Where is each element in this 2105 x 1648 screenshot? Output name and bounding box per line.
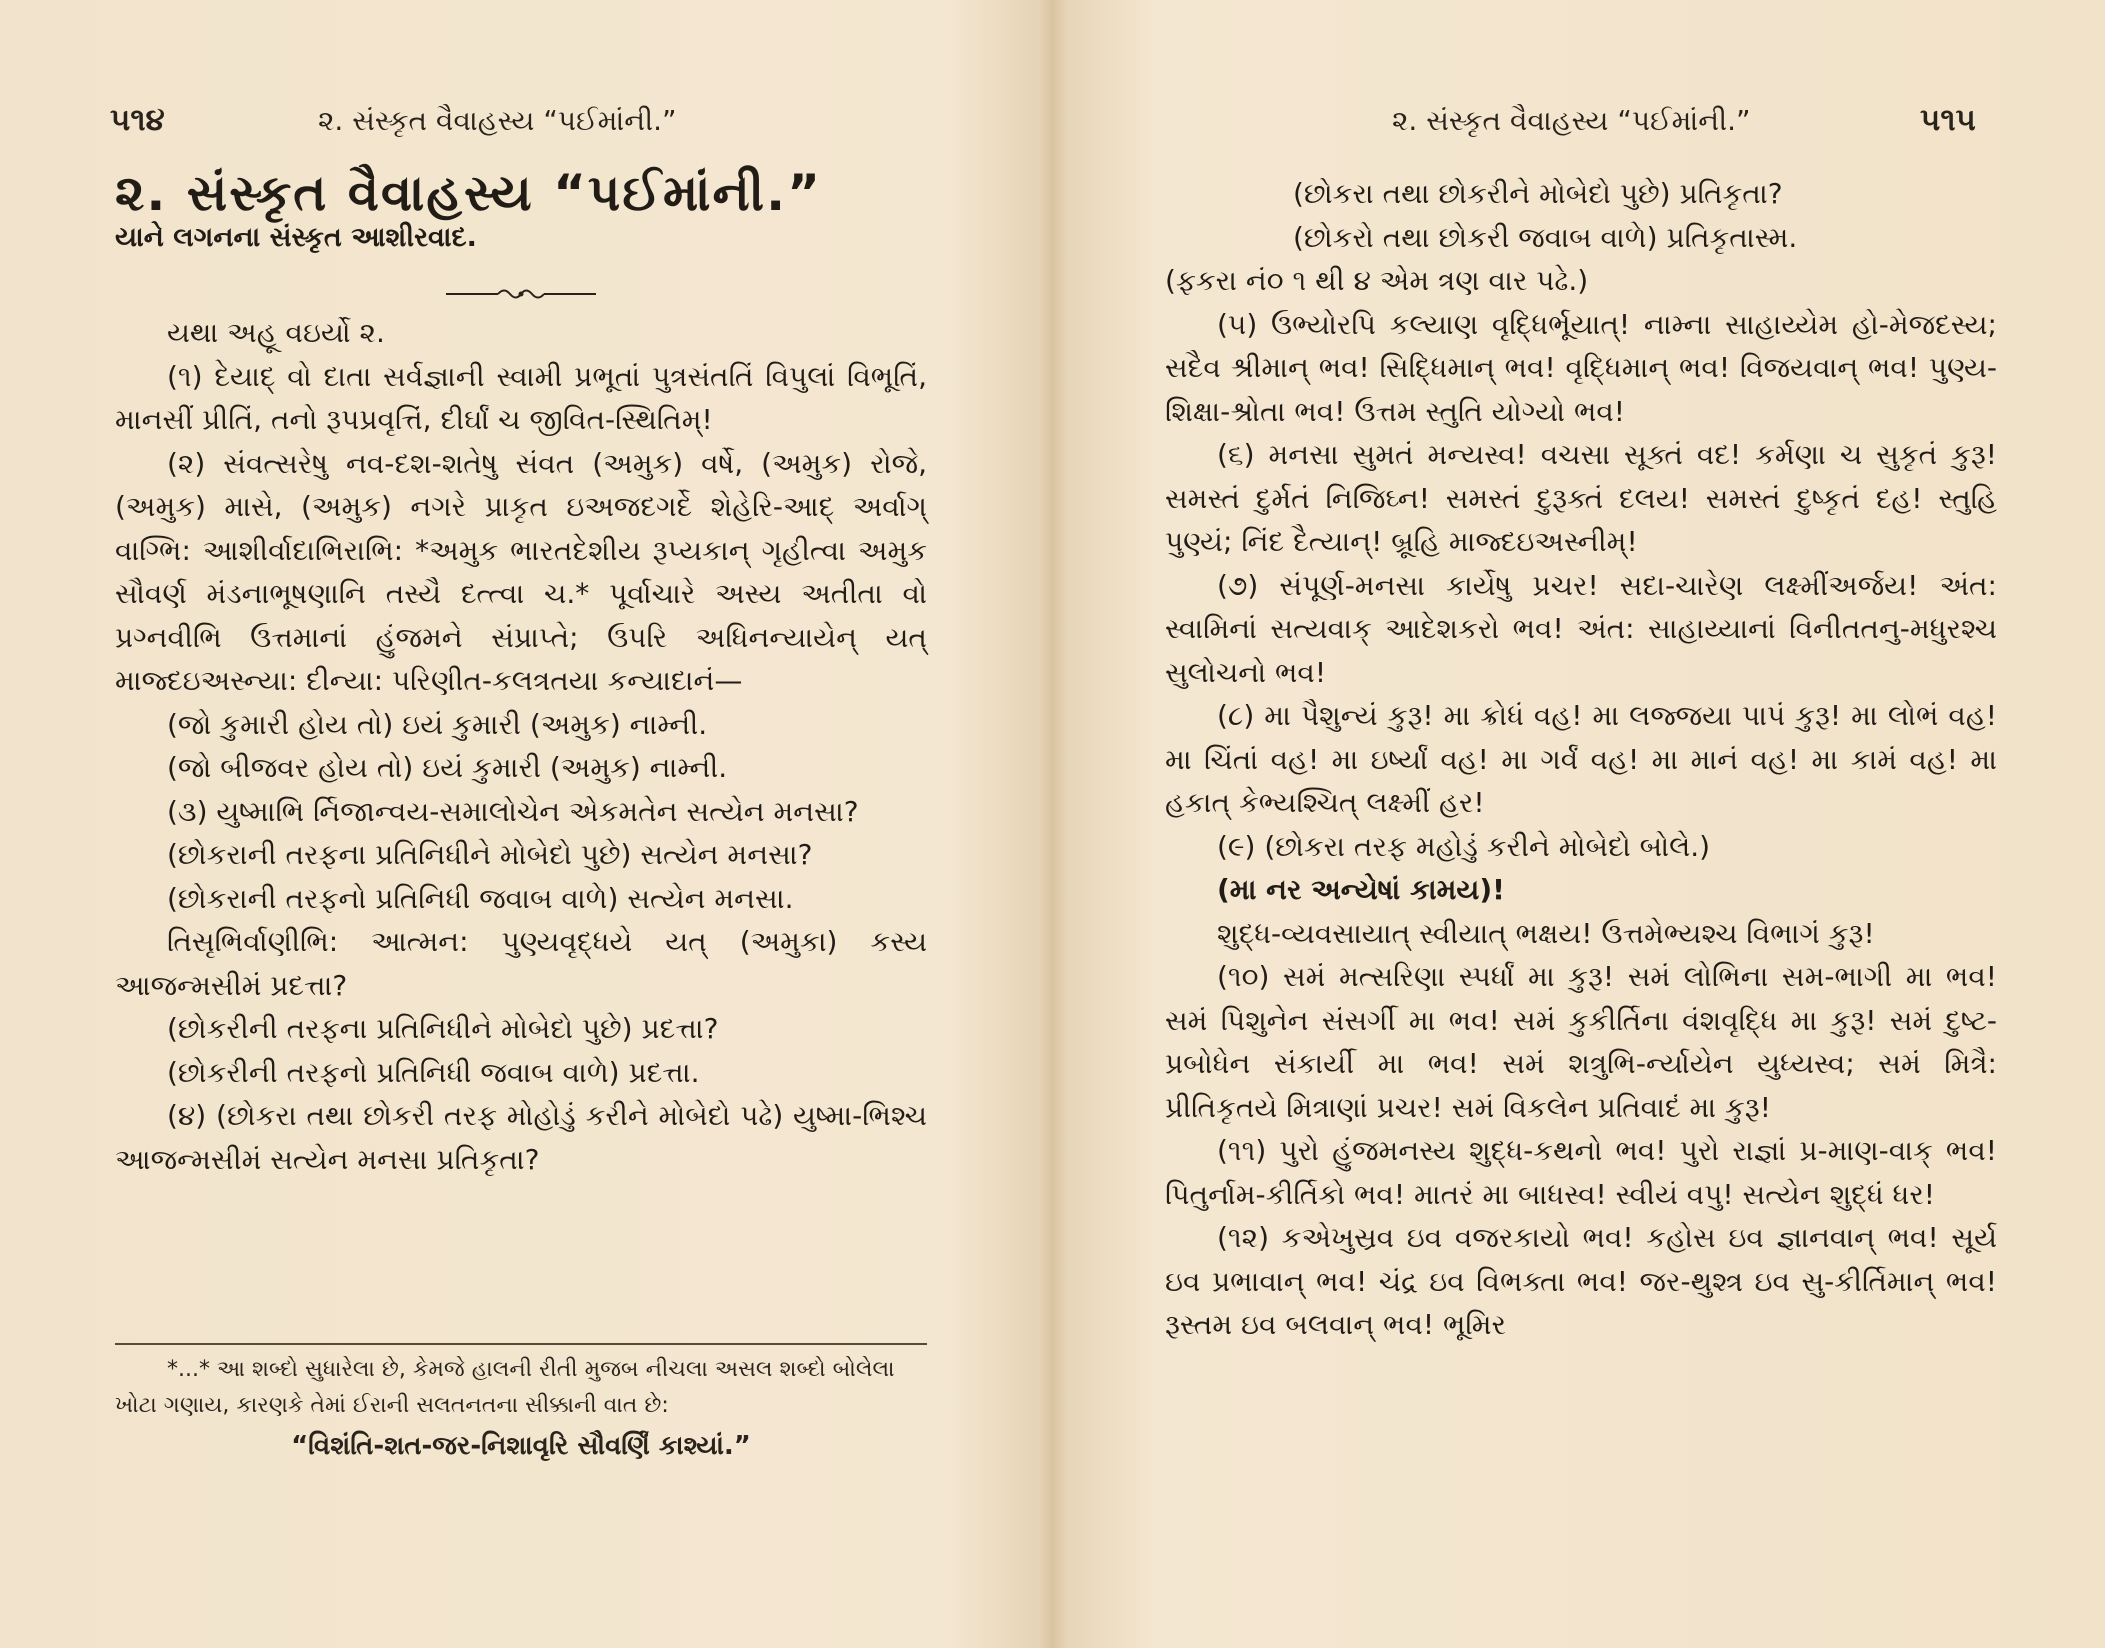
paragraph: તિસૃભિર્વાણીભિ: આત્મન: પુણ્યવૃદ્ધયે યત્ (અમુકા) કસ્ય આજન્મસીમં પ્રદત્તા?: [115, 925, 927, 1002]
ornament-icon: [446, 284, 596, 304]
paragraph: (મા નર અન્યેષાં કામય)!: [1217, 873, 1505, 906]
paragraph: (છોકરાની તરફના પ્રતિનિધીને મોબેદો પુછે) સત્યેન મનસા?: [167, 838, 813, 871]
ornament-divider: [115, 273, 927, 293]
paragraph: (૫) ઉભ્યોરપિ કલ્યાણ વૃદ્ધિર્ભૂયાત્! નામ્ના સાહાય્યેમ હો-મેજદસ્ય; સદૈવ શ્રીમાન્ ભવ! સિદ્ધિમાન્ ભવ! વૃદ્ધિમાન્ ભવ! વિજયવાન્ ભવ! પુણ્ય-શિક્ષા-શ્રોતા ભવ! ઉત્તમ સ્તુતિ યોગ્યો ભવ!: [1165, 307, 1997, 428]
left-page: [0, 0, 1040, 1648]
page-number: ૫૧૪: [110, 102, 165, 138]
paragraph: (૭) સંપૂર્ણ-મનસા કાર્યેષુ પ્રચર! સદા-ચારેણ લક્ષ્મીંઅર્જય! અંત: સ્વામિનાં સત્યવાક્ આદેશકરો ભવ! અંત: સાહાય્યાનાં વિનીતતનુ-મધુરશ્ચ સુલોચનો ભવ!: [1165, 568, 1997, 689]
running-head: ૨. સંસ્કૃત વૈવાહસ્ય “પઈમાંની.”: [1392, 104, 1751, 137]
paragraph: (જો બીજવર હોય તો) ઇયં કુમારી (અમુક) નામ્ની.: [167, 751, 728, 784]
paragraph: (૧૧) પુરો હુંજમનસ્ય શુદ્ધ-કથનો ભવ! પુરો રાજ્ઞાં પ્ર-માણ-વાક્ ભવ! પિતુર્નામ-કીર્તિકો ભવ! માતરં મા બાધસ્વ! સ્વીયં વપુ! સત્યેન શુદ્ધં ધર!: [1165, 1134, 1997, 1211]
chapter-title: ૨. સંસ્કૃત વૈવાહસ્ય “પઈમાંની.”: [115, 164, 822, 222]
paragraph: યથા અહૂ વઇર્યો ૨.: [167, 316, 385, 349]
paragraph: (૧) દેયાદ્ વો દાતા સર્વજ્ઞાની સ્વામી પ્રભૂતાં પુત્રસંતતિં વિપુલાં વિભૂતિં, માનસીં પ્રીતિં, તનો રૂપપ્રવૃત્તિં, દીર્ઘાં ચ જીવિત-સ્થિતિમ્!: [115, 359, 927, 436]
right-text-block: [1165, 172, 1997, 1347]
paragraph: (૩) યુષ્માભિ ર્નિજાન્વય-સમાલોચેન એકમતેન સત્યેન મનસા?: [167, 794, 859, 828]
paragraph: (છોકરાની તરફનો પ્રતિનિધી જવાબ વાળે) સત્યેન મનસા.: [167, 881, 794, 915]
footnote-text: *...* આ શબ્દો સુધારેલા છે, કેમજે હાલની રીતી મુજબ નીચલા અસલ શબ્દો બોલેલા ખોટા ગણાય, કારણકે તેમાં ઈરાની સલતનતના સીક્કાની વાત છે:: [115, 1357, 895, 1418]
left-text-block: [115, 164, 927, 1181]
paragraph: (૧૦) સમં મત્સરિણા સ્પર્ધાં મા કુરૂ! સમં લોભિના સમ-ભાગી મા ભવ! સમં પિશુનેન સંસર્ગી મા ભવ! સમં કુકીર્તિના વંશવૃદ્ધિ મા કુરૂ! સમં દુષ્ટ-પ્રબોધેન સંકાર્યી મા ભવ! સમં શત્રુભિ-ર્ન્યાયેન યુધ્યસ્વ; સમં મિત્રૈ: પ્રીતિકૃતયે મિત્રાણાં પ્રચર! સમં વિકલેન પ્રતિવાદં મા કુરૂ!: [1165, 960, 1997, 1124]
paragraph: (છોકરા તથા છોકરીને મોબેદો પુછે) પ્રતિકૃતા?: [1293, 177, 1783, 210]
paragraph: (૪) (છોકરા તથા છોકરી તરફ મોહોડું કરીને મોબેદો પઢે) યુષ્મા-ભિશ્ચ આજન્મસીમં સત્યેન મનસા પ્રતિકૃતા?: [115, 1099, 927, 1176]
paragraph: (૯) (છોકરા તરફ મહોડું કરીને મોબેદો બોલે.): [1217, 829, 1711, 863]
chapter-subtitle: યાને લગનના સંસ્કૃત આશીરવાદ.: [115, 221, 477, 253]
paragraph: (છોકરો તથા છોકરી જવાબ વાળે) પ્રતિકૃતાસ્મ.: [1293, 220, 1798, 254]
paragraph: (છોકરીની તરફના પ્રતિનિધીને મોબેદો પુછે) પ્રદત્તા?: [167, 1012, 719, 1045]
paragraph: (૬) મનસા સુમતં મન્યસ્વ! વચસા સૂક્તં વદ! કર્મણા ચ સુકૃતં કુરૂ! સમસ્તં દુર્મતં નિજિઘ્ન! સમસ્તં દુરૂક્તં દલય! સમસ્તં દુષ્કૃતં દહ! સ્તુહિ પુણ્યં; નિંદ દૈત્યાન્! બ્રૂહિ માજ્દઇઅસ્નીમ્!: [1165, 438, 1997, 558]
paragraph: (ફકરા નં૦ ૧ થી ૪ એમ ત્રણ વાર પઢે.): [1165, 264, 1589, 297]
page-number: ૫૧૫: [1920, 102, 1976, 138]
paragraph: (૮) મા પૈશુન્યં કુરૂ! મા ક્રોધં વહ! મા લજ્જયા પાપં કુરૂ! મા લોભં વહ! મા ચિંતાં વહ! મા ઇર્ષ્યાં વહ! મા ગર્વં વહ! મા માનં વહ! મા કામં વહ! મા હકાત્ કેભ્યશ્ચિત્ લક્ષ્મીં હર!: [1165, 699, 1997, 819]
footnote-quote: “વિશંતિ-શત-જર-નિશાવૃરિ સૌવર્ણિં કાશ્યાં.”: [291, 1431, 751, 1461]
paragraph: (૨) સંવત્સરેષુ નવ-દશ-શતેષુ સંવત (અમુક) વર્ષે, (અમુક) રોજે, (અમુક) માસે, (અમુક) નગરે પ્રાકૃત ઇઅજદગર્દે શેહેરિ-આદ્ અર્વાગ્ વાગ્ભિ: આશીર્વાદાભિરાભિ: *અમુક ભારતદેશીય રૂપ્યકાન્ ગૃહીત્વા અમુક સૌવર્ણ મંડનાભૂષણાનિ તસ્યૈ દત્ત્વા ચ.* પૂર્વાચારે અસ્ય અતીતા વો પ્રગ્નવીભિ ઉત્તમાનાં હુંજમને સંપ્રાપ્તે; ઉપરિ અધિનન્યાયેન્ યત્ માજ્દઇઅસ્ન્યા: દીન્યા: પરિણીત-કલત્રતયા કન્યાદાનં—: [115, 446, 927, 697]
footnote: [115, 1352, 927, 1464]
right-page: [1055, 0, 2105, 1648]
paragraph: (૧૨) કએખુસ્રવ ઇવ વજરકાયો ભવ! કહોસ ઇવ જ્ઞાનવાન્ ભવ! સૂર્ય ઇવ પ્રભાવાન્ ભવ! ચંદ્ર ઇવ વિભક્તા ભવ! જર-થુશ્ત્ર ઇવ સુ-કીર્તિમાન્ ભવ! રૂસ્તમ ઇવ બલવાન્ ભવ! ભૂમિર: [1165, 1221, 1997, 1341]
paragraph: (જો કુમારી હોય તો) ઇયં કુમારી (અમુક) નામ્ની.: [167, 707, 708, 741]
footnote-rule: [115, 1343, 927, 1345]
paragraph: શુદ્ધ-વ્યવસાયાત્ સ્વીયાત્ ભક્ષય! ઉત્તમેભ્યશ્ચ વિભાગં કુરૂ!: [1217, 916, 1875, 950]
running-head: ૨. સંસ્કૃત વૈવાહસ્ય “પઈમાંની.”: [318, 104, 677, 137]
paragraph: (છોકરીની તરફનો પ્રતિનિધી જવાબ વાળે) પ્રદત્તા.: [167, 1055, 700, 1089]
